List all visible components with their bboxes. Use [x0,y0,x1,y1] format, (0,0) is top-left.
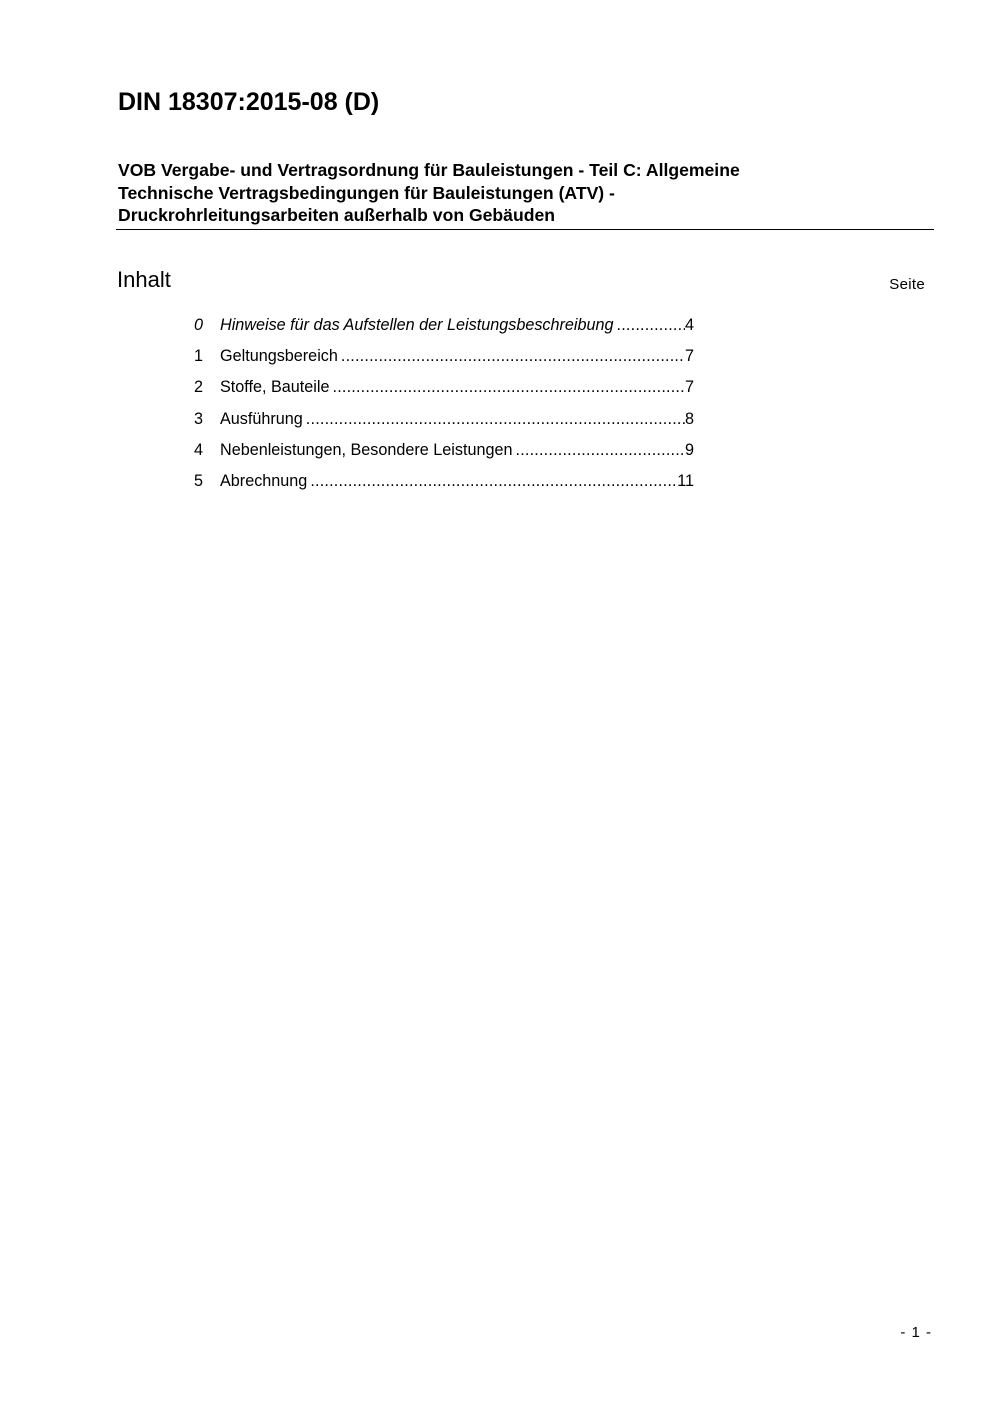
toc-entry-title: Hinweise für das Aufstellen der Leistungsbeschreibung [220,316,614,334]
toc-entry-stoffe-bauteile[interactable] [194,375,694,406]
toc-entry-title: Abrechnung [220,471,308,490]
toc-entry-page: 9 [684,440,694,459]
toc-entry-page: 7 [684,378,694,397]
toc-dot-leader [310,469,677,493]
toc-entry-number: 0 [194,316,204,334]
toc-entry-number: 2 [194,378,204,397]
title-divider [116,229,934,230]
toc-entry-page: 11 [677,471,694,490]
toc-entry-number: 4 [194,440,204,459]
toc-entry-title: Nebenleistungen, Besondere Leistungen [220,440,513,459]
toc-entry-title: Geltungsbereich [220,347,338,366]
toc-entry-page: 4 [684,316,694,334]
toc-entry-number: 1 [194,347,204,366]
toc-dot-leader [617,313,685,337]
toc-entry-page: 8 [684,409,694,428]
toc-entry-abrechnung[interactable] [194,469,694,500]
toc-dot-leader [516,438,685,462]
toc-dot-leader [306,407,685,431]
page-number: - 1 - [900,1324,932,1341]
toc-entry-number: 3 [194,409,204,428]
toc-entry-title: Stoffe, Bauteile [220,378,330,397]
toc-entry-geltungsbereich[interactable] [194,344,694,375]
document-id: DIN 18307:2015-08 (D) [118,88,380,116]
toc-heading: Inhalt [117,267,171,292]
document-title-line: Technische Vertragsbedingungen für Bauleistungen (ATV) - [118,182,615,203]
toc-entry-nebenleistungen[interactable] [194,438,694,469]
toc-entry-hinweise[interactable] [194,313,694,344]
document-title-line: Druckrohrleitungsarbeiten außerhalb von Gebäuden [118,205,555,225]
toc-entry-title: Ausführung [220,409,303,428]
toc-page-column-label: Seite [889,276,925,293]
table-of-contents [194,313,694,500]
toc-dot-leader [333,375,685,399]
toc-entry-ausfuehrung[interactable] [194,407,694,438]
toc-dot-leader [341,344,685,368]
toc-entry-number: 5 [194,471,204,490]
toc-entry-page: 7 [684,347,694,366]
document-title [118,159,898,227]
document-title-line: VOB Vergabe- und Vertragsordnung für Bauleistungen - Teil C: Allgemeine [118,160,740,180]
